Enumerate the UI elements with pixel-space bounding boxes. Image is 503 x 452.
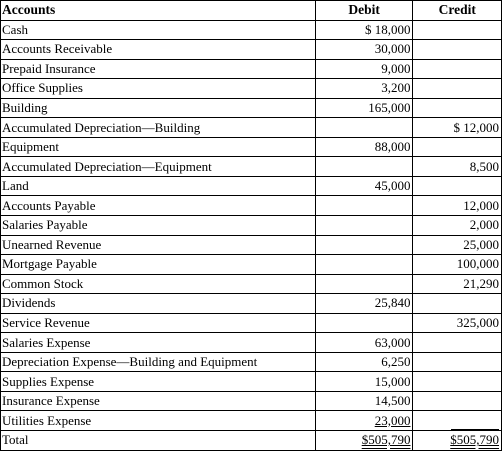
table-row [1, 313, 502, 333]
header-row [1, 1, 502, 21]
credit-cell: 2,000 [413, 216, 502, 236]
account-name: Insurance Expense [1, 391, 316, 411]
account-name: Service Revenue [1, 313, 316, 333]
debit-cell [315, 118, 413, 138]
debit-cell: 9,000 [315, 59, 413, 79]
credit-cell [413, 391, 502, 411]
credit-cell [413, 372, 502, 392]
credit-cell: 25,000 [413, 235, 502, 255]
debit-cell [315, 216, 413, 236]
table-row [1, 372, 502, 392]
table-row [1, 59, 502, 79]
table-row [1, 40, 502, 60]
account-name: Building [1, 98, 316, 118]
header-debit: Debit [315, 1, 413, 21]
credit-cell: 21,290 [413, 274, 502, 294]
total-credit-value: $505,790 [450, 432, 499, 448]
debit-cell: 63,000 [315, 333, 413, 353]
account-name: Accumulated Depreciation—Building [1, 118, 316, 138]
account-name: Dividends [1, 294, 316, 314]
credit-cell: 100,000 [413, 255, 502, 275]
debit-cell: $ 18,000 [315, 20, 413, 40]
table-row [1, 411, 502, 431]
debit-cell: 30,000 [315, 40, 413, 60]
total-label: Total [1, 431, 316, 451]
account-name: Prepaid Insurance [1, 59, 316, 79]
table-row [1, 20, 502, 40]
total-credit [413, 431, 502, 451]
table-row [1, 391, 502, 411]
credit-cell [413, 20, 502, 40]
debit-cell [315, 274, 413, 294]
account-name: Accounts Receivable [1, 40, 316, 60]
account-name: Cash [1, 20, 316, 40]
credit-cell [413, 176, 502, 196]
table-row [1, 255, 502, 275]
debit-value: 23,000 [374, 412, 411, 428]
debit-cell [315, 411, 413, 431]
credit-cell [413, 411, 502, 431]
header-credit: Credit [413, 1, 502, 21]
debit-cell [315, 196, 413, 216]
credit-cell [413, 79, 502, 99]
total-debit-value: $505,790 [361, 432, 411, 448]
debit-cell [315, 235, 413, 255]
debit-cell: 45,000 [315, 176, 413, 196]
account-name: Utilities Expense [1, 411, 316, 431]
credit-cell [413, 98, 502, 118]
table-row [1, 79, 502, 99]
debit-cell: 165,000 [315, 98, 413, 118]
account-name: Depreciation Expense—Building and Equipment [1, 352, 316, 372]
table-row [1, 235, 502, 255]
credit-cell [413, 294, 502, 314]
debit-cell: 3,200 [315, 79, 413, 99]
debit-cell [315, 157, 413, 177]
credit-cell: $ 12,000 [413, 118, 502, 138]
table-row [1, 216, 502, 236]
debit-cell: 25,840 [315, 294, 413, 314]
table-row [1, 274, 502, 294]
table-body [1, 20, 502, 430]
table-row [1, 352, 502, 372]
account-name: Land [1, 176, 316, 196]
account-name: Equipment [1, 137, 316, 157]
table-row [1, 176, 502, 196]
debit-cell: 6,250 [315, 352, 413, 372]
account-name: Accounts Payable [1, 196, 316, 216]
account-name: Salaries Payable [1, 216, 316, 236]
total-debit [315, 431, 413, 451]
debit-cell: 88,000 [315, 137, 413, 157]
table-row [1, 294, 502, 314]
account-name: Supplies Expense [1, 372, 316, 392]
account-name: Office Supplies [1, 79, 316, 99]
debit-cell [315, 255, 413, 275]
table-row [1, 98, 502, 118]
credit-cell [413, 137, 502, 157]
account-name: Unearned Revenue [1, 235, 316, 255]
credit-cell [413, 352, 502, 372]
table-row [1, 137, 502, 157]
credit-cell [413, 333, 502, 353]
table-row [1, 118, 502, 138]
debit-cell: 14,500 [315, 391, 413, 411]
credit-cell: 325,000 [413, 313, 502, 333]
header-accounts: Accounts [1, 1, 316, 21]
credit-cell: 8,500 [413, 157, 502, 177]
account-name: Accumulated Depreciation—Equipment [1, 157, 316, 177]
table-row [1, 157, 502, 177]
total-row [1, 431, 502, 451]
account-name: Mortgage Payable [1, 255, 316, 275]
subtotal-rule [451, 416, 499, 430]
table-row [1, 333, 502, 353]
debit-cell [315, 313, 413, 333]
account-name: Salaries Expense [1, 333, 316, 353]
credit-cell: 12,000 [413, 196, 502, 216]
credit-cell [413, 40, 502, 60]
debit-cell: 15,000 [315, 372, 413, 392]
credit-cell [413, 59, 502, 79]
table-row [1, 196, 502, 216]
account-name: Common Stock [1, 274, 316, 294]
